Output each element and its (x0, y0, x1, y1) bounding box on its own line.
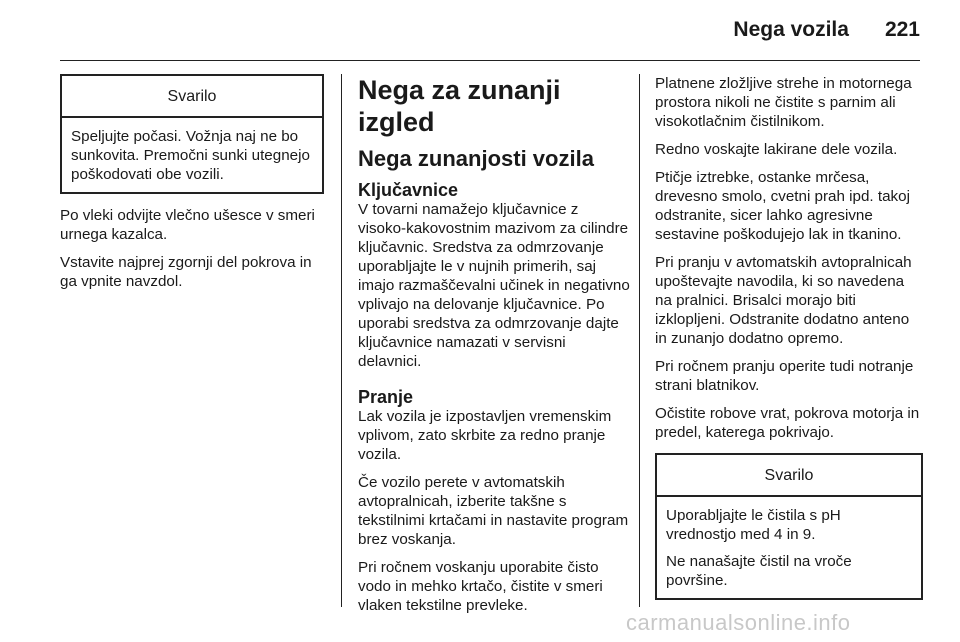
paragraph: Lak vozila je izpostavljen vremenskim vplivom, zato skrbite za redno pranje vozila. (358, 408, 612, 463)
warning-text: Ne nanašajte čistil na vroče površine. (666, 553, 852, 589)
warning-body (62, 118, 322, 192)
warning-box (655, 453, 923, 600)
watermark: carmanualsonline.info (626, 610, 851, 635)
page-number: 221 (884, 18, 920, 41)
paragraph: Platnene zložljive strehe in motornega prostora nikoli ne čistite s parnim ali visokotlačnim čistilnikom. (655, 75, 912, 130)
paragraph: Če vozilo perete v avtomatskih avtopralnicah, izberite takšne s tekstilnimi krtačami in nastavite program brez voskanja. (358, 474, 629, 548)
subsection-heading-washing: Pranje (358, 387, 414, 407)
warning-text: Speljujte počasi. Vožnja naj ne bo sunkovita. Premočni sunki utegnejo poškodovati obe vozili. (71, 128, 310, 183)
paragraph: Pri ročnem voskanju uporabite čisto vodo in mehko krtačo, čistite v smeri vlaken tekstilne prevleke. (358, 559, 603, 614)
page-title: Nega vozila (733, 18, 849, 41)
section-heading: Nega zunanjosti vozila (358, 146, 594, 171)
paragraph: Pri ročnem pranju operite tudi notranje strani blatnikov. (655, 358, 914, 394)
column-3 (655, 74, 923, 614)
column-1 (60, 74, 324, 300)
paragraph: V tovarni namažejo ključavnice z visoko-kakovostnim mazivom za cilindre ključavnic. Sredstva za odmrzovanje uporabljajte le v nujnih primerih, saj imajo razmaščevalni učinek in negativno vplivajo na delovanje ključavnice. Po uporabi sredstva za odmrzovanje dajte ključavnice namazati v servisni delavnici. (358, 201, 630, 370)
warning-title: Svarilo (62, 76, 322, 118)
header-rule (60, 60, 920, 61)
column-divider-1 (341, 74, 342, 607)
page-header (733, 18, 920, 42)
warning-body (657, 497, 921, 598)
column-divider-2 (639, 74, 640, 607)
subsection-heading-locks: Ključavnice (358, 180, 459, 200)
warning-text: Uporabljajte le čistila s pH vrednostjo med 4 in 9. (666, 507, 841, 543)
paragraph: Vstavite najprej zgornji del pokrova in ga vpnite navzdol. (60, 254, 312, 290)
chapter-heading: Nega za zunanji izgled (358, 75, 561, 137)
paragraph: Redno voskajte lakirane dele vozila. (655, 141, 898, 158)
column-2 (358, 74, 630, 624)
paragraph: Pri pranju v avtomatskih avtopralnicah upoštevajte navodila, ki so navedena na pralnici. Brisalci morajo biti izklopljeni. Odstranite dodatno anteno in zunanjo dodatno opremo. (655, 254, 912, 347)
warning-title: Svarilo (657, 455, 921, 497)
paragraph: Po vleki odvijte vlečno ušesce v smeri urnega kazalca. (60, 207, 315, 243)
warning-box (60, 74, 324, 194)
paragraph: Očistite robove vrat, pokrova motorja in predel, katerega pokrivajo. (655, 405, 920, 441)
paragraph: Ptičje iztrebke, ostanke mrčesa, drevesno smolo, cvetni prah ipd. takoj odstranite, sicer lahko agresivne sestavine poškodujejo lak in tkanino. (655, 169, 910, 243)
